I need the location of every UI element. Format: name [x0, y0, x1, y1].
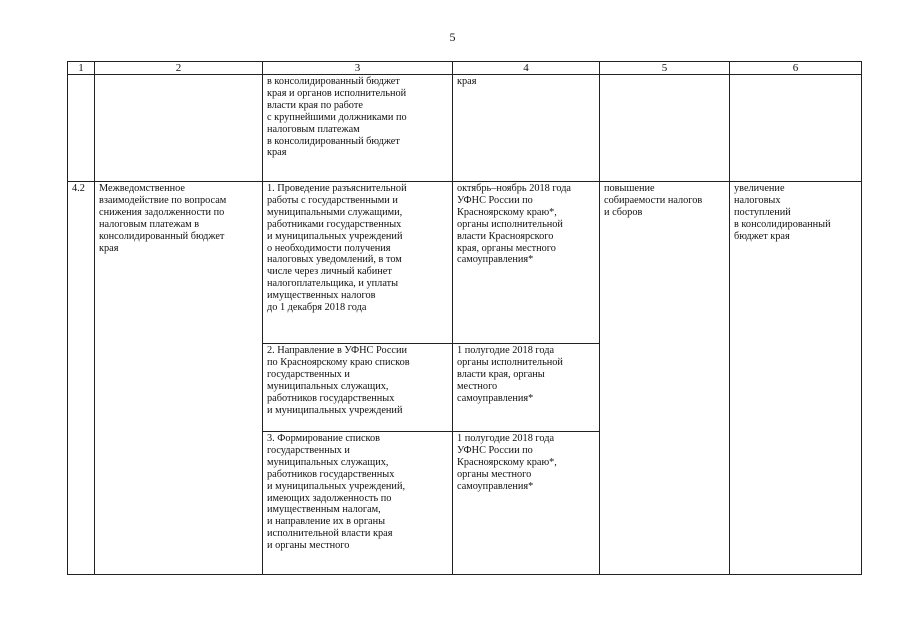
header-cell-1: 1	[68, 62, 95, 75]
table-row-continued	[68, 75, 862, 182]
action-cell-2	[263, 344, 453, 432]
text-line: государственных и	[267, 444, 350, 456]
text-line: и сборов	[604, 206, 643, 218]
header-cell-2: 2	[95, 62, 263, 75]
deadline-cell-3	[453, 432, 600, 575]
text-line: бюджет края	[734, 230, 790, 242]
text-line: и органы местного	[267, 540, 350, 552]
deadline-cell-1	[453, 182, 600, 344]
text-line: края	[267, 147, 287, 159]
text-line: собираемости налогов	[604, 194, 703, 206]
text-line: увеличение	[734, 183, 785, 194]
text-line: 1 полугодие 2018 года	[457, 345, 555, 356]
measure-name-cell	[95, 182, 263, 575]
text-line: Красноярскому краю*,	[457, 456, 557, 468]
cont-effect-cell	[730, 75, 862, 182]
text-line: работников государственных	[267, 392, 395, 404]
text-line: налоговых	[734, 194, 781, 206]
text-line: имущественным налогам,	[267, 504, 381, 516]
text-line: самоуправления*	[457, 480, 534, 492]
text-line: власти края, органы	[457, 368, 545, 380]
text-line: края, органы местного	[457, 242, 556, 254]
text-line: налоговых уведомлений, в том	[267, 254, 402, 266]
text-line: в консолидированный бюджет	[267, 135, 400, 147]
cont-action-cell	[263, 75, 453, 182]
header-cell-5: 5	[600, 62, 730, 75]
text-line: работы с государственными и	[267, 194, 398, 206]
text-line: органы исполнительной	[457, 218, 563, 230]
text-line: исполнительной власти края	[267, 528, 393, 540]
text-line: о необходимости получения	[267, 242, 391, 254]
text-line: поступлений	[734, 206, 791, 218]
text-line: УФНС России по	[457, 444, 533, 456]
cont-num-cell	[68, 75, 95, 182]
text-line: муниципальных служащих,	[267, 380, 389, 392]
text-line: края	[99, 242, 119, 254]
row-number-cell: 4.2	[68, 182, 95, 575]
text-line: снижения задолженности по	[99, 206, 225, 218]
text-line: края и органов исполнительной	[267, 87, 407, 99]
text-line: государственных и	[267, 368, 350, 380]
effect-cell	[730, 182, 862, 575]
text-line: и муниципальных учреждений	[267, 404, 403, 416]
text-line: УФНС России по	[457, 194, 533, 206]
text-line: Межведомственное	[99, 183, 185, 194]
text-line: самоуправления*	[457, 392, 534, 404]
text-line: и муниципальных учреждений	[267, 230, 403, 242]
text-line: повышение	[604, 183, 655, 194]
text-line: власти Красноярского	[457, 230, 554, 242]
text-line: консолидированный бюджет	[99, 230, 225, 242]
action-cell-3	[263, 432, 453, 575]
measures-table	[67, 61, 862, 575]
text-line: налогоплательщика, и уплаты	[267, 278, 399, 290]
text-line: края	[457, 76, 477, 87]
text-line: имущественных налогов	[267, 290, 376, 302]
text-line: до 1 декабря 2018 года	[267, 302, 367, 314]
deadline-cell-2	[453, 344, 600, 432]
text-line: муниципальными служащими,	[267, 206, 403, 218]
text-line: работников государственных	[267, 468, 395, 480]
text-line: в консолидированный бюджет	[267, 76, 400, 87]
text-line: органы местного	[457, 468, 532, 480]
text-line: власти края по работе	[267, 99, 363, 111]
text-line: налоговым платежам	[267, 123, 360, 135]
text-line: октябрь–ноябрь 2018 года	[457, 183, 571, 194]
result-cell	[600, 182, 730, 575]
text-line: в консолидированный	[734, 218, 831, 230]
action-cell-1	[263, 182, 453, 344]
text-line: 1. Проведение разъяснительной	[267, 183, 407, 194]
text-line: 3. Формирование списков	[267, 433, 381, 444]
header-cell-3: 3	[263, 62, 453, 75]
text-line: муниципальных служащих,	[267, 456, 389, 468]
table-row-4-2	[68, 182, 862, 344]
text-line: Красноярскому краю*,	[457, 206, 557, 218]
text-line: числе через личный кабинет	[267, 266, 392, 278]
text-line: с крупнейшими должниками по	[267, 111, 407, 123]
page-number: 5	[449, 30, 456, 44]
header-cell-4: 4	[453, 62, 600, 75]
text-line: имеющих задолженность по	[267, 492, 392, 504]
text-line: взаимодействие по вопросам	[99, 194, 227, 206]
cont-deadline-cell	[453, 75, 600, 182]
text-line: самоуправления*	[457, 254, 534, 266]
text-line: по Красноярскому краю списков	[267, 356, 410, 368]
header-row	[68, 62, 862, 75]
text-line: 1 полугодие 2018 года	[457, 433, 555, 444]
text-line: и направление их в органы	[267, 516, 386, 528]
cont-name-cell	[95, 75, 263, 182]
text-line: местного	[457, 380, 498, 392]
text-line: работниками государственных	[267, 218, 402, 230]
header-cell-6: 6	[730, 62, 862, 75]
cont-result-cell	[600, 75, 730, 182]
text-line: 2. Направление в УФНС России	[267, 345, 408, 356]
text-line: органы исполнительной	[457, 356, 563, 368]
text-line: и муниципальных учреждений,	[267, 480, 406, 492]
text-line: налоговым платежам в	[99, 218, 200, 230]
